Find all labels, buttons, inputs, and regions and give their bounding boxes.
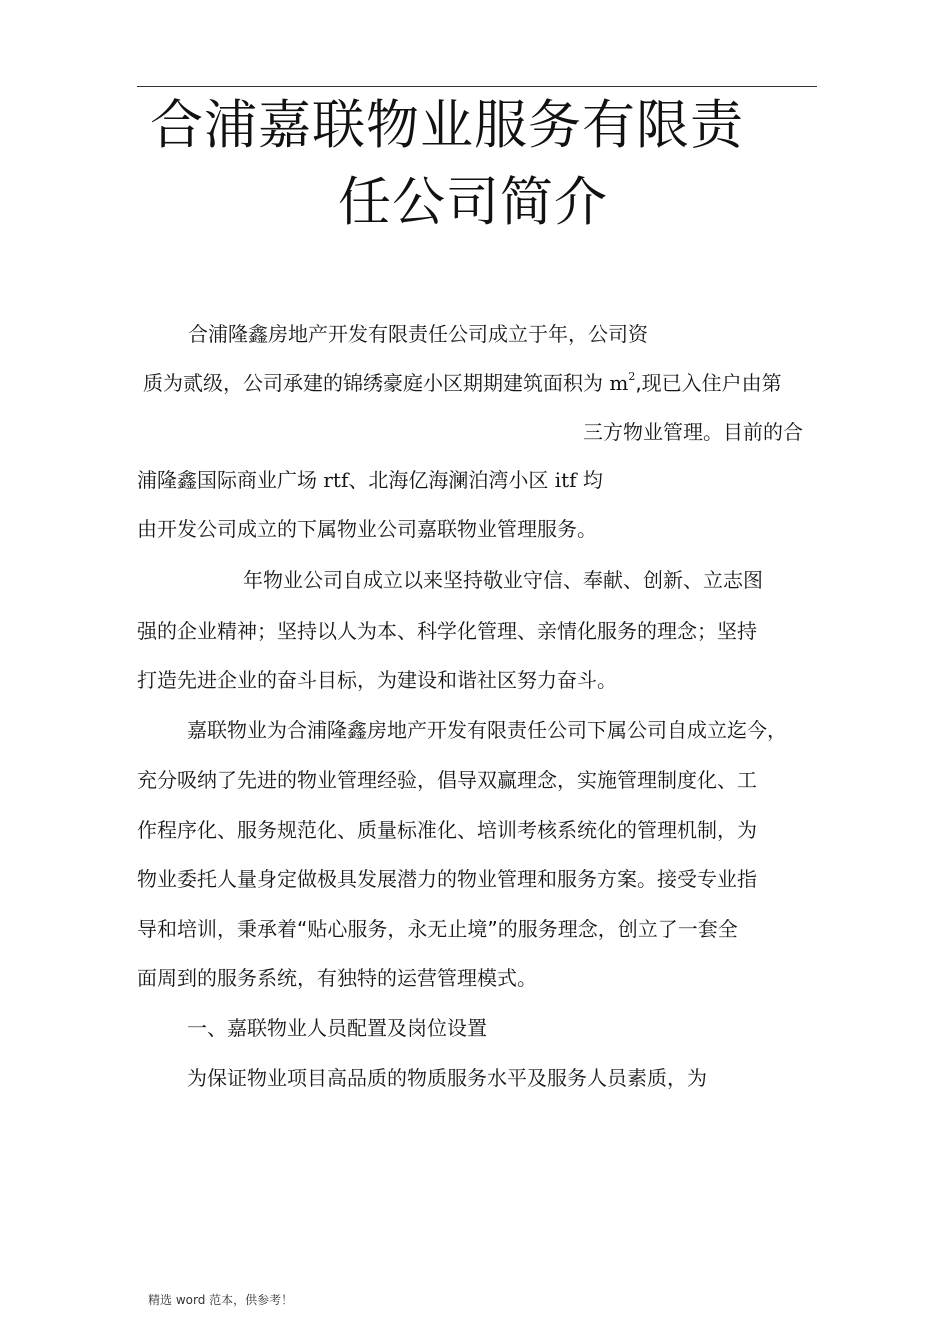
header-rule bbox=[137, 86, 817, 87]
document-title-line-2: 任公司简介 bbox=[338, 172, 608, 233]
paragraph-3-line-2: 充分吸纳了先进的物业管理经验，倡导双赢理念，实施管理制度化、工 bbox=[137, 768, 757, 792]
page-footer: 精选 word 范本，供参考！ bbox=[148, 1293, 294, 1307]
code-rtf: rtf bbox=[323, 468, 349, 492]
paragraph-1-line-1: 合浦隆鑫房地产开发有限责任公司成立于年，公司资 bbox=[188, 322, 648, 346]
paragraph-3-line-5: 导和培训，秉承着“贴心服务，永无止境”的服务理念，创立了一套全 bbox=[137, 917, 738, 941]
paragraph-1-line-2-text-a: 质为贰级，公司承建的锦绣豪庭小区期期建筑面积为 bbox=[143, 371, 610, 395]
paragraph-2-line-1: 年物业公司自成立以来坚持敬业守信、奉献、创新、立志图 bbox=[243, 568, 763, 592]
paragraph-3-line-1: 嘉联物业为合浦隆鑫房地产开发有限责任公司下属公司自成立迄今， bbox=[187, 718, 787, 742]
paragraph-1-line-2 bbox=[143, 369, 782, 397]
area-unit: m bbox=[609, 371, 629, 395]
paragraph-3-line-3: 作程序化、服务规范化、质量标准化、培训考核系统化的管理机制，为 bbox=[137, 818, 757, 842]
section-1-heading: 一、嘉联物业人员配置及岗位设置 bbox=[187, 1016, 487, 1040]
paragraph-1-line-4-text-a: 浦隆鑫国际商业广场 bbox=[137, 468, 324, 492]
document-title-line-1: 合浦嘉联物业服务有限责 bbox=[150, 95, 744, 156]
paragraph-1-line-3: 三方物业管理。目前的合 bbox=[583, 420, 803, 444]
area-unit-exponent: 2 bbox=[628, 370, 636, 384]
paragraph-2-line-2: 强的企业精神；坚持以人为本、科学化管理、亲情化服务的理念；坚持 bbox=[137, 619, 757, 643]
paragraph-3-line-4: 物业委托人量身定做极具发展潜力的物业管理和服务方案。接受专业指 bbox=[137, 867, 757, 891]
paragraph-1-line-4-text-c: 均 bbox=[576, 468, 603, 492]
paragraph-1-line-4-text-b: 、北海亿海澜泊湾小区 bbox=[348, 468, 555, 492]
code-itf: itf bbox=[554, 468, 577, 492]
paragraph-2-line-3: 打造先进企业的奋斗目标，为建设和谐社区努力奋斗。 bbox=[137, 668, 617, 692]
paragraph-1-line-5: 由开发公司成立的下属物业公司嘉联物业管理服务。 bbox=[137, 517, 597, 541]
section-1-line-1: 为保证物业项目高品质的物质服务水平及服务人员素质，为 bbox=[187, 1066, 707, 1090]
paragraph-1-line-4 bbox=[137, 466, 603, 494]
paragraph-3-line-6: 面周到的服务系统，有独特的运营管理模式。 bbox=[137, 966, 537, 990]
paragraph-1-line-2-text-b: ,现已入住户由第 bbox=[635, 371, 782, 395]
